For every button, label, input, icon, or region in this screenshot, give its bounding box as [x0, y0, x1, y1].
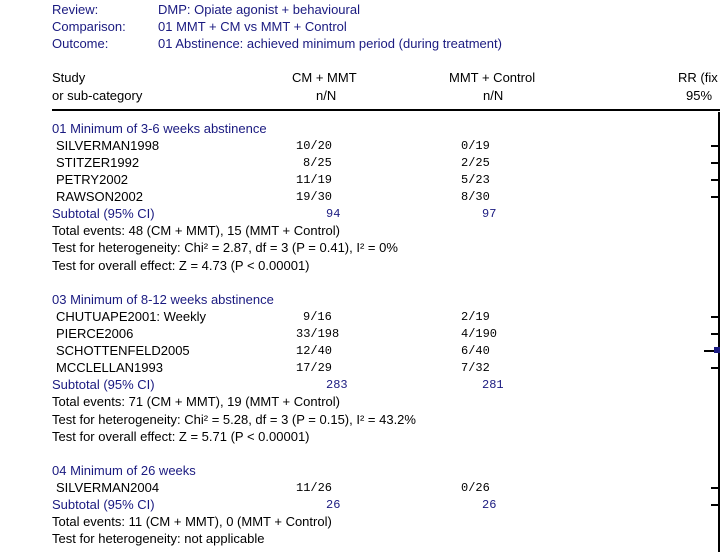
- effect-point-marker: [714, 347, 720, 353]
- ci-line: [711, 196, 720, 198]
- study-ctrl-events: 8/30: [461, 190, 490, 204]
- study-cm-events: 11/26: [296, 481, 333, 495]
- ci-line: [711, 367, 720, 369]
- subtotal-label: Subtotal (95% CI): [52, 206, 155, 221]
- study-cm-events: 11/19: [296, 173, 333, 187]
- ci-line: [711, 333, 720, 335]
- header-ci: 95%: [686, 88, 713, 103]
- subtotal-ctrl: 26: [482, 498, 497, 512]
- total-events: Total events: 48 (CM + MMT), 15 (MMT + Control): [52, 223, 340, 238]
- study-name: SCHOTTENFELD2005: [56, 343, 190, 358]
- study-ctrl-events: 4/190: [461, 327, 498, 341]
- heterogeneity-test: Test for heterogeneity: Chi² = 5.28, df = 3 (P = 0.15), I² = 43.2%: [52, 412, 416, 427]
- group-title: 03 Minimum of 8-12 weeks abstinence: [52, 292, 274, 307]
- study-cm-events: 10/20: [296, 139, 333, 153]
- study-ctrl-events: 6/40: [461, 344, 490, 358]
- comparison-value: 01 MMT + CM vs MMT + Control: [158, 19, 347, 34]
- header-rule: [52, 109, 720, 111]
- ci-line: [711, 179, 720, 181]
- overall-effect-test: Test for overall effect: Z = 4.73 (P < 0.00001): [52, 258, 310, 273]
- subtotal-label: Subtotal (95% CI): [52, 377, 155, 392]
- subtotal-cm: 283: [326, 378, 348, 392]
- header-rr: RR (fix: [678, 70, 718, 85]
- study-name: CHUTUAPE2001: Weekly: [56, 309, 207, 324]
- outcome-value: 01 Abstinence: achieved minimum period (during treatment): [158, 36, 502, 51]
- ci-line: [711, 504, 720, 506]
- study-name: RAWSON2002: [56, 189, 143, 204]
- header-mmt-control: MMT + Control: [449, 70, 536, 85]
- ci-line: [711, 316, 720, 318]
- header-cm-mmt: CM + MMT: [292, 70, 357, 85]
- header-ctrl-nN: n/N: [483, 88, 504, 103]
- study-name: PETRY2002: [56, 172, 129, 187]
- subtotal-ctrl: 281: [482, 378, 504, 392]
- ci-line: [711, 487, 720, 489]
- study-cm-events: 9/16: [303, 310, 332, 324]
- study-cm-events: 8/25: [303, 156, 332, 170]
- study-cm-events: 17/29: [296, 361, 333, 375]
- subtotal-cm: 26: [326, 498, 341, 512]
- study-ctrl-events: 2/19: [461, 310, 490, 324]
- heterogeneity-test: Test for heterogeneity: Chi² = 2.87, df = 3 (P = 0.41), I² = 0%: [52, 240, 398, 255]
- total-events: Total events: 71 (CM + MMT), 19 (MMT + Control): [52, 394, 340, 409]
- study-ctrl-events: 5/23: [461, 173, 490, 187]
- study-ctrl-events: 0/19: [461, 139, 490, 153]
- study-cm-events: 12/40: [296, 344, 333, 358]
- study-cm-events: 33/198: [296, 327, 340, 341]
- total-events: Total events: 11 (CM + MMT), 0 (MMT + Control): [52, 514, 332, 529]
- ci-line: [711, 162, 720, 164]
- ci-line: [711, 145, 720, 147]
- study-name: SILVERMAN1998: [56, 138, 160, 153]
- group-title: 01 Minimum of 3-6 weeks abstinence: [52, 121, 267, 136]
- study-ctrl-events: 2/25: [461, 156, 490, 170]
- heterogeneity-test: Test for heterogeneity: not applicable: [52, 531, 265, 546]
- forest-axis: [718, 112, 720, 552]
- comparison-label: Comparison:: [52, 19, 126, 34]
- group-title: 04 Minimum of 26 weeks: [52, 463, 196, 478]
- subtotal-label: Subtotal (95% CI): [52, 497, 155, 512]
- subtotal-cm: 94: [326, 207, 341, 221]
- study-name: SILVERMAN2004: [56, 480, 160, 495]
- outcome-label: Outcome:: [52, 36, 109, 51]
- header-cm-nN: n/N: [316, 88, 337, 103]
- header-study: Study: [52, 70, 86, 85]
- overall-effect-test: Test for overall effect: Z = 5.71 (P < 0.00001): [52, 429, 310, 444]
- review-label: Review:: [52, 2, 99, 17]
- study-ctrl-events: 7/32: [461, 361, 490, 375]
- study-name: STITZER1992: [56, 155, 140, 170]
- header-subcategory: or sub-category: [52, 88, 143, 103]
- study-name: MCCLELLAN1993: [56, 360, 163, 375]
- study-cm-events: 19/30: [296, 190, 333, 204]
- study-name: PIERCE2006: [56, 326, 134, 341]
- study-ctrl-events: 0/26: [461, 481, 490, 495]
- review-value: DMP: Opiate agonist + behavioural: [158, 2, 360, 17]
- subtotal-ctrl: 97: [482, 207, 497, 221]
